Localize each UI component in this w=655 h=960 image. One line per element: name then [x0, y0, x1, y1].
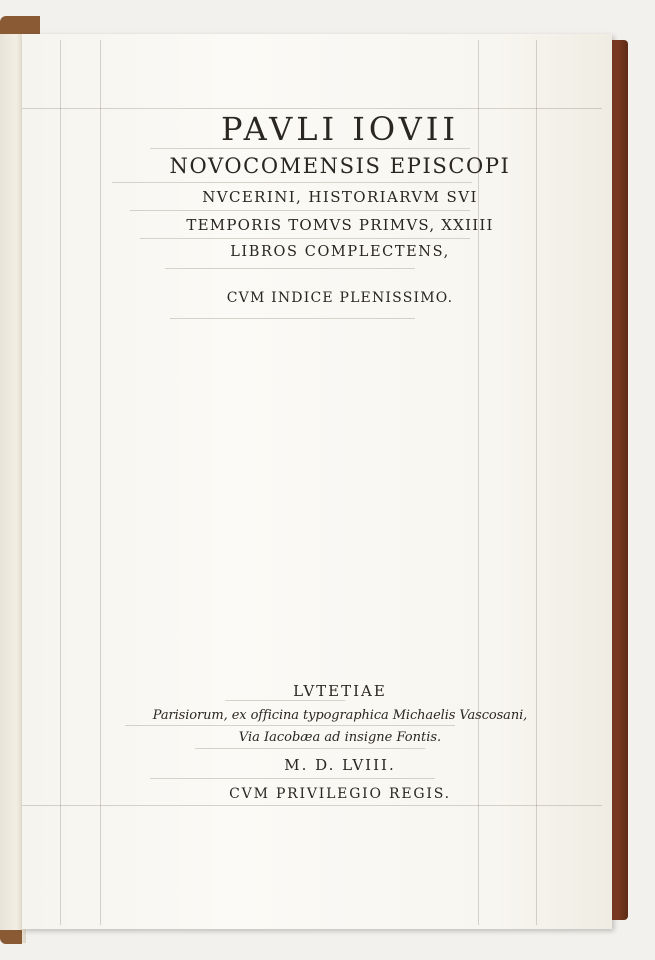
text-underline: [225, 700, 345, 701]
imprint-year: M. D. LVIII.: [284, 756, 396, 774]
index-note: CVM INDICE PLENISSIMO.: [226, 290, 454, 306]
left-cover-leather-top: [0, 16, 40, 34]
title-line-3: NVCERINI, HISTORIARVM SVI: [202, 188, 478, 206]
author-title: PAVLI IOVII: [221, 110, 459, 148]
author-subtitle: NOVOCOMENSIS EPISCOPI: [169, 154, 511, 178]
ruled-line: [60, 40, 61, 925]
imprint-city: LVTETIAE: [293, 682, 387, 700]
left-cover-leather-bottom: [0, 930, 22, 944]
text-underline: [150, 148, 470, 149]
text-underline: [140, 238, 470, 239]
text-underline: [165, 268, 415, 269]
imprint-publisher: Parisiorum, ex officina typographica Michaelis Vascosani,: [152, 708, 528, 723]
ruled-line: [22, 108, 602, 109]
text-underline: [112, 182, 472, 183]
text-underline: [170, 318, 415, 319]
royal-privilege: CVM PRIVILEGIO REGIS.: [229, 786, 451, 802]
text-underline: [195, 748, 425, 749]
imprint-address: Via Iacobæa ad insigne Fontis.: [238, 730, 442, 745]
text-underline: [130, 210, 470, 211]
text-underline: [150, 778, 435, 779]
title-line-4: TEMPORIS TOMVS PRIMVS, XXIIII: [186, 216, 494, 234]
text-underline: [125, 725, 455, 726]
ruled-line: [22, 805, 602, 806]
title-line-5: LIBROS COMPLECTENS,: [230, 244, 450, 260]
